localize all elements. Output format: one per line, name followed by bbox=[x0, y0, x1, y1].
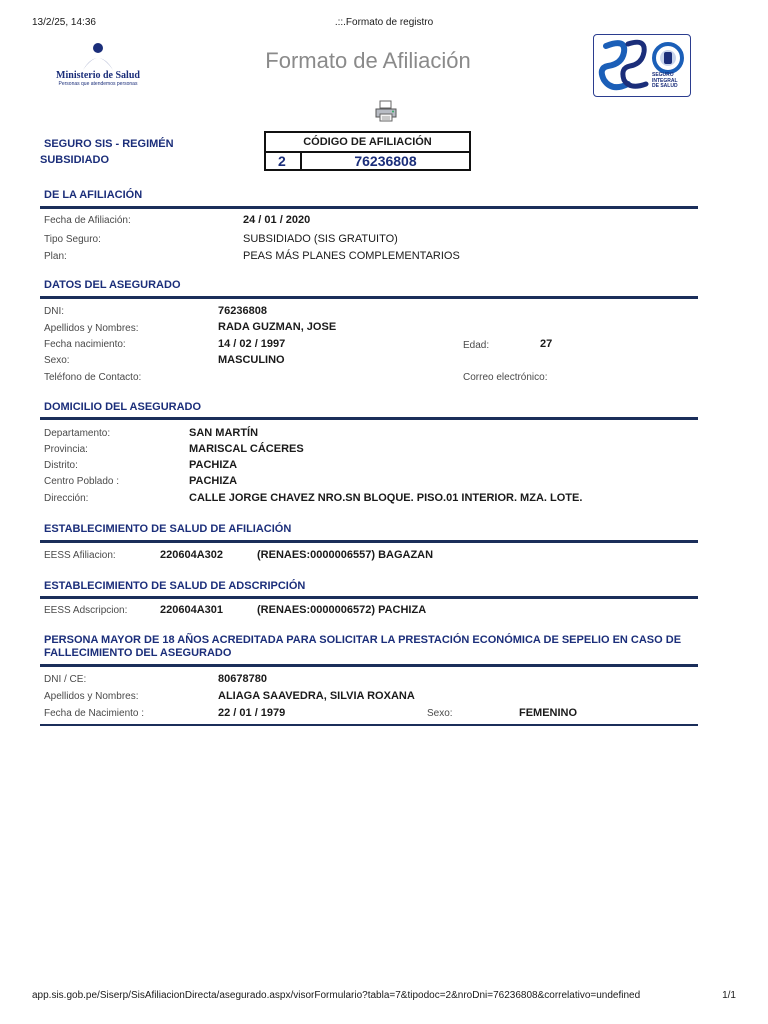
printer-icon[interactable] bbox=[374, 100, 398, 122]
affiliation-code-box bbox=[264, 131, 471, 171]
sepelio-sexo-value: FEMENINO bbox=[519, 707, 578, 719]
eess-adscripcion-code: 220604A301 bbox=[160, 604, 224, 616]
eess-afiliacion-name: (RENAES:0000006557) BAGAZAN bbox=[257, 549, 434, 561]
sepelio-nombres-value: ALIAGA SAAVEDRA, SILVIA ROXANA bbox=[218, 690, 415, 702]
asegurado-nombres-label: Apellidos y Nombres: bbox=[44, 323, 139, 334]
eess-adscripcion-label: EESS Adscripcion: bbox=[44, 605, 128, 616]
sepelio-nacimiento-label: Fecha de Nacimiento : bbox=[44, 708, 145, 719]
insurance-regime bbox=[40, 136, 210, 168]
centro-poblado-value: PACHIZA bbox=[189, 475, 238, 487]
afiliacion-fecha-label: Fecha de Afiliación: bbox=[44, 215, 131, 226]
regime-line-2: SUBSIDIADO bbox=[40, 154, 110, 166]
sepelio-dni-label: DNI / CE: bbox=[44, 674, 87, 685]
plan-value: PEAS MÁS PLANES COMPLEMENTARIOS bbox=[243, 250, 460, 262]
print-datetime: 13/2/25, 14:36 bbox=[32, 17, 96, 28]
minsa-name: Ministerio de Salud bbox=[56, 70, 140, 81]
section-divider bbox=[40, 296, 698, 299]
tipo-seguro-value: SUBSIDIADO (SIS GRATUITO) bbox=[243, 233, 398, 245]
affiliation-code-header: CÓDIGO DE AFILIACIÓN bbox=[266, 133, 469, 153]
centro-poblado-label: Centro Poblado : bbox=[44, 476, 120, 487]
regime-line-1: SEGURO SIS - REGIMÉN bbox=[44, 138, 174, 150]
print-page-count: 1/1 bbox=[722, 990, 736, 1001]
sepelio-nacimiento-value: 22 / 01 / 1979 bbox=[218, 707, 286, 719]
afiliacion-fecha-value: 24 / 01 / 2020 bbox=[243, 214, 311, 226]
plan-label: Plan: bbox=[44, 251, 67, 262]
section-title-sepelio: PERSONA MAYOR DE 18 AÑOS ACREDITADA PARA SOLICITAR LA PRESTACIÓN ECONÓMICA DE SEPELIO EN CASO DE FALLECIMIENTO DEL ASEGURADO bbox=[44, 634, 682, 659]
provincia-label: Provincia: bbox=[44, 444, 88, 455]
departamento-value: SAN MARTÍN bbox=[189, 427, 259, 439]
asegurado-correo-label: Correo electrónico: bbox=[463, 372, 548, 383]
section-title-domicilio: DOMICILIO DEL ASEGURADO bbox=[44, 401, 202, 413]
minsa-tagline: Personas que atendemos personas bbox=[58, 81, 138, 87]
sepelio-sexo-label: Sexo: bbox=[427, 708, 453, 719]
page-title: Formato de Afiliación bbox=[265, 48, 471, 73]
direccion-label: Dirección: bbox=[44, 493, 89, 504]
asegurado-edad-value: 27 bbox=[540, 338, 553, 350]
asegurado-dni-value: 76236808 bbox=[218, 305, 267, 317]
eess-afiliacion-code: 220604A302 bbox=[160, 549, 224, 561]
print-header bbox=[32, 17, 736, 31]
print-document-title: .::.Formato de registro bbox=[334, 17, 434, 28]
print-footer bbox=[32, 990, 736, 1004]
sis-logo-text: SEGURO INTEGRAL DE SALUD bbox=[652, 72, 678, 89]
asegurado-sexo-value: MASCULINO bbox=[218, 354, 285, 366]
sepelio-dni-value: 80678780 bbox=[218, 673, 267, 685]
section-title-afiliacion: DE LA AFILIACIÓN bbox=[44, 189, 143, 201]
tipo-seguro-label: Tipo Seguro: bbox=[44, 234, 101, 245]
asegurado-nacimiento-label: Fecha nacimiento: bbox=[44, 339, 126, 350]
minsa-logo bbox=[48, 42, 148, 90]
section-divider bbox=[40, 206, 698, 209]
asegurado-nacimiento-value: 14 / 02 / 1997 bbox=[218, 338, 286, 350]
affiliation-code-number: 76236808 bbox=[354, 153, 417, 169]
asegurado-edad-label: Edad: bbox=[463, 340, 490, 351]
asegurado-dni-label: DNI: bbox=[44, 306, 64, 317]
minsa-emblem-icon bbox=[81, 42, 115, 72]
section-divider bbox=[40, 664, 698, 667]
eess-afiliacion-label: EESS Afiliacion: bbox=[44, 550, 116, 561]
asegurado-sexo-label: Sexo: bbox=[44, 355, 70, 366]
section-divider bbox=[40, 417, 698, 420]
sepelio-nombres-label: Apellidos y Nombres: bbox=[44, 691, 139, 702]
sis-logo bbox=[593, 34, 691, 97]
asegurado-nombres-value: RADA GUZMAN, JOSE bbox=[218, 321, 337, 333]
direccion-value: CALLE JORGE CHAVEZ NRO.SN BLOQUE. PISO.01 INTERIOR. MZA. LOTE. bbox=[189, 492, 583, 504]
section-title-eess-adscripcion: ESTABLECIMIENTO DE SALUD DE ADSCRIPCIÓN bbox=[44, 580, 306, 592]
print-url: app.sis.gob.pe/Siserp/SisAfiliacionDirecta/asegurado.aspx/visorFormulario?tabla=7&tipodoc=2&nroDni=76236808&correlativo=undefined bbox=[32, 990, 641, 1001]
eess-adscripcion-name: (RENAES:0000006572) PACHIZA bbox=[257, 604, 427, 616]
provincia-value: MARISCAL CÁCERES bbox=[189, 443, 304, 455]
asegurado-telefono-label: Teléfono de Contacto: bbox=[44, 372, 142, 383]
affiliation-code-type: 2 bbox=[266, 153, 302, 169]
section-title-asegurado: DATOS DEL ASEGURADO bbox=[44, 279, 181, 291]
distrito-value: PACHIZA bbox=[189, 459, 238, 471]
section-divider bbox=[40, 596, 698, 599]
section-title-eess-afiliacion: ESTABLECIMIENTO DE SALUD DE AFILIACIÓN bbox=[44, 523, 292, 535]
section-divider bbox=[40, 540, 698, 543]
distrito-label: Distrito: bbox=[44, 460, 78, 471]
section-divider bbox=[40, 724, 698, 726]
departamento-label: Departamento: bbox=[44, 428, 111, 439]
